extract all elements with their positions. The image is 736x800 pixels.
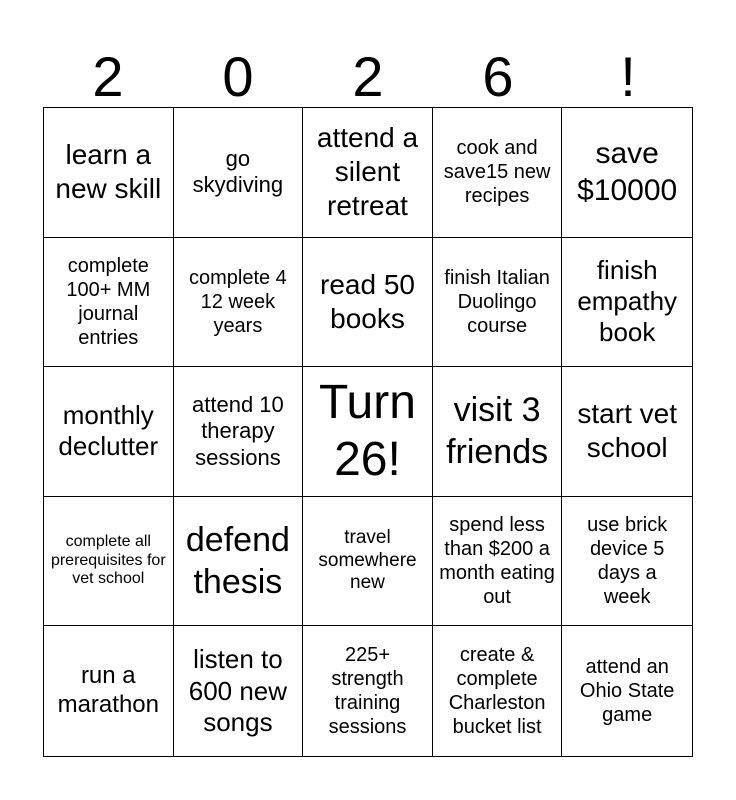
cell-text: create & complete Charleston bucket list	[448, 644, 546, 739]
cell-text: finish empathy book	[577, 255, 678, 348]
bingo-cell-r5c3[interactable]	[303, 626, 433, 756]
cell-text: read 50 books	[320, 268, 415, 334]
cell-text: attend an Ohio State game	[579, 656, 675, 727]
free-space-text: Turn 26!	[319, 375, 416, 487]
cell-text: monthly declutter	[58, 400, 159, 462]
bingo-cell-r5c1[interactable]	[44, 626, 174, 756]
cell-text: defend thesis	[185, 520, 290, 602]
header-letter-2: 0	[222, 45, 254, 108]
cell-text: learn a new skill	[55, 139, 162, 205]
cell-text: cook and save15 new recipes	[443, 137, 551, 208]
bingo-cell-r3c4[interactable]	[433, 367, 563, 497]
header-letter-4: 6	[482, 45, 514, 108]
bingo-cell-r3c5[interactable]	[562, 367, 692, 497]
cell-text: finish Italian Duolingo course	[444, 266, 550, 337]
bingo-cell-r4c4[interactable]	[433, 497, 563, 627]
cell-text: attend 10 therapy sessions	[192, 391, 284, 470]
cell-text: visit 3 friends	[446, 390, 549, 472]
cell-text: complete 100+ MM journal entries	[66, 254, 151, 349]
bingo-cell-r2c2[interactable]	[174, 238, 304, 368]
bingo-cell-r3c1[interactable]	[44, 367, 174, 497]
cell-text: run a marathon	[57, 662, 159, 719]
cell-text: complete all prerequisites for vet school	[50, 533, 166, 588]
cell-text: save $10000	[577, 136, 678, 208]
cell-text: complete 4 12 week years	[188, 266, 287, 337]
cell-text: 225+ strength training sessions	[328, 644, 407, 739]
bingo-board	[43, 107, 693, 757]
header-letter-1: 2	[92, 45, 124, 108]
bingo-cell-r4c1[interactable]	[44, 497, 174, 627]
bingo-cell-r1c3[interactable]	[303, 108, 433, 238]
bingo-cell-r4c5[interactable]	[562, 497, 692, 627]
bingo-cell-r5c4[interactable]	[433, 626, 563, 756]
cell-text: listen to 600 new songs	[188, 644, 288, 737]
bingo-header	[43, 42, 693, 112]
bingo-cell-r2c4[interactable]	[433, 238, 563, 368]
cell-text: start vet school	[577, 398, 677, 464]
cell-text: attend a silent retreat	[316, 122, 419, 222]
cell-text: go skydiving	[192, 145, 284, 198]
cell-text: use brick device 5 days a week	[587, 514, 668, 609]
bingo-cell-r3c3[interactable]	[303, 367, 433, 497]
bingo-cell-r2c5[interactable]	[562, 238, 692, 368]
bingo-cell-r5c5[interactable]	[562, 626, 692, 756]
bingo-cell-r4c3[interactable]	[303, 497, 433, 627]
bingo-cell-r2c3[interactable]	[303, 238, 433, 368]
bingo-cell-r4c2[interactable]	[174, 497, 304, 627]
bingo-cell-r1c2[interactable]	[174, 108, 304, 238]
bingo-cell-r3c2[interactable]	[174, 367, 304, 497]
bingo-cell-r1c4[interactable]	[433, 108, 563, 238]
bingo-cell-r2c1[interactable]	[44, 238, 174, 368]
bingo-cell-r1c5[interactable]	[562, 108, 692, 238]
bingo-cell-r1c1[interactable]	[44, 108, 174, 238]
cell-text: spend less than $200 a month eating out	[439, 514, 555, 609]
cell-text: travel somewhere new	[318, 526, 417, 594]
bingo-cell-r5c2[interactable]	[174, 626, 304, 756]
header-letter-3: 2	[352, 45, 384, 108]
header-letter-5: !	[620, 45, 636, 108]
